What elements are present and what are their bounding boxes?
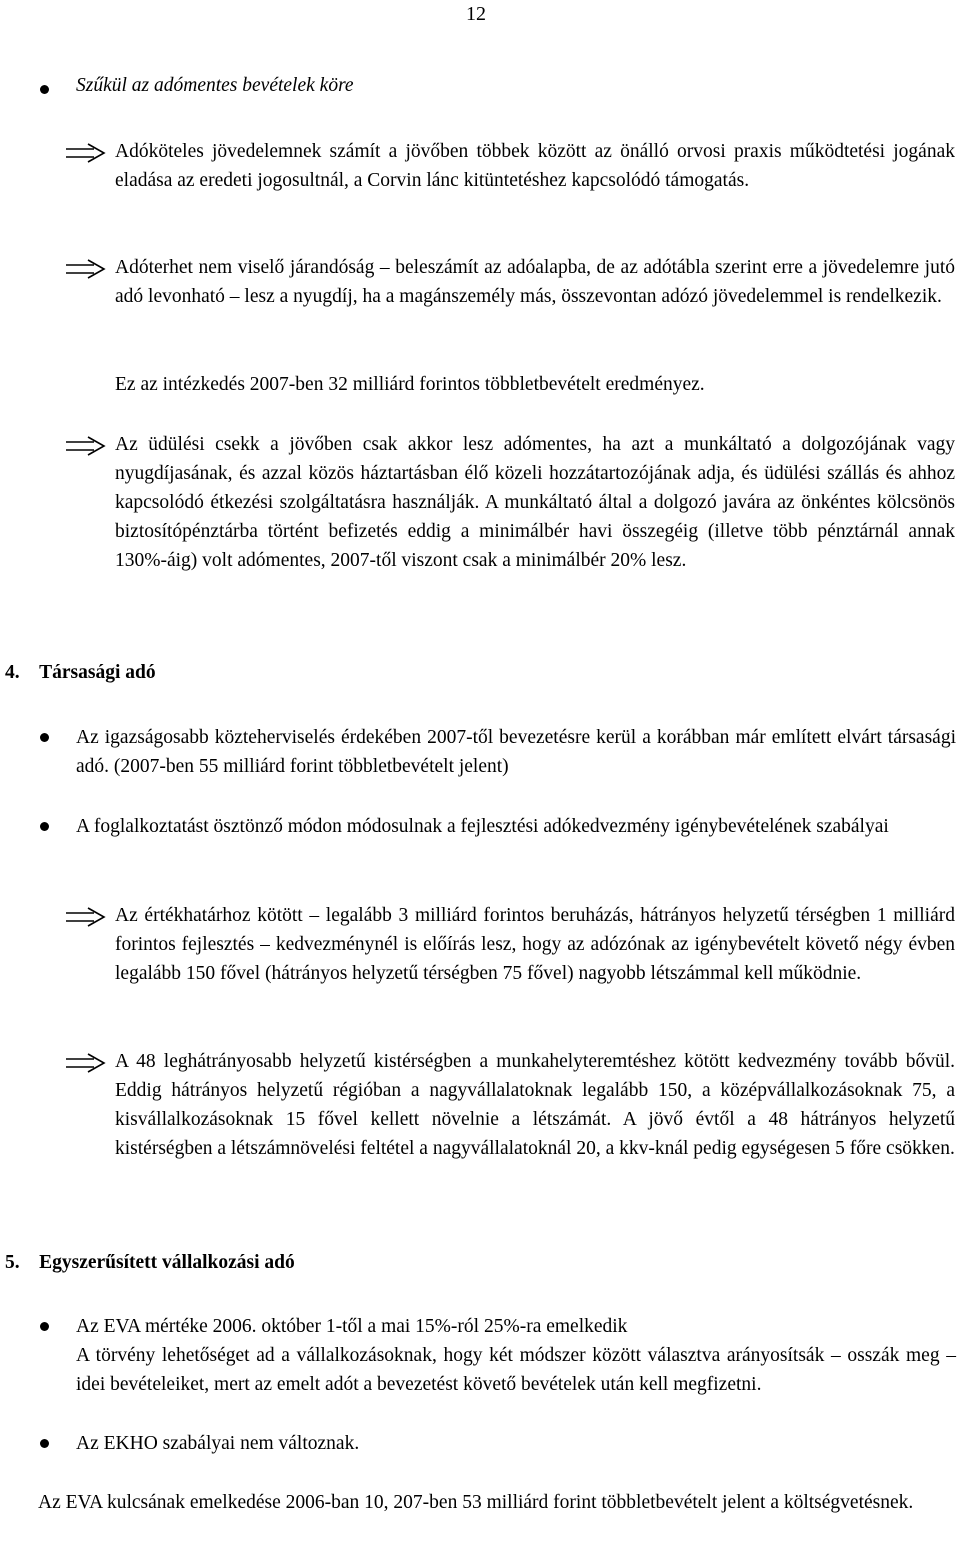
closing-paragraph: Az EVA kulcsának emelkedése 2006-ban 10, 207-ben 53 milliárd forint többletbevételt jelent a költségvetésnek. — [38, 1492, 914, 1513]
bullet-dot — [40, 85, 49, 94]
bullet-dot — [40, 822, 49, 831]
implies-arrow-icon — [64, 141, 108, 165]
bullet-dot — [40, 1322, 49, 1331]
bullet-dot — [40, 733, 49, 742]
bullet-dot — [40, 1439, 49, 1448]
implies-arrow-icon — [64, 434, 108, 458]
section-heading: 5. Egyszerűsített vállalkozási adó — [5, 1252, 295, 1273]
bullet-continuation: A törvény lehetőséget ad a vállalkozásoknak, hogy két módszer között választva arányosítsák – osszák meg – idei bevételeiket, mert az emelt adót a bevezetést követő bevételek után kell megfizetni. — [76, 1345, 956, 1395]
point-paragraph: Az üdülési csekk a jövőben csak akkor lesz adómentes, ha azt a munkáltató a dolgozójának vagy nyugdíjasának, és azzal közös háztartásban élő közeli hozzátartozójának adja, és üdülési szállás és ahhoz kapcsolódó étkezési szolgáltatásra használják. A munkáltató által a dolgozó javára az önkéntes kölcsönös biztosítópénztárba történt befizetés eddig a minimálbér havi összegéig (illetve több pénztárnál annak 130%-áig) volt adómentes, 2007-től viszont csak a minimálbér 20% lesz. — [115, 434, 955, 571]
point-paragraph: Adóköteles jövedelemnek számít a jövőben többek között az önálló orvosi praxis működtetési jogának eladása az eredeti jogosultnál, a Corvin lánc kitüntetéshez kapcsolódó támogatás. — [115, 141, 955, 191]
subsection-title: Szűkül az adómentes bevételek köre — [76, 75, 354, 96]
implies-arrow-icon — [64, 1051, 108, 1075]
section-heading: 4. Társasági adó — [5, 662, 156, 683]
bullet-paragraph: Az EVA mértéke 2006. október 1-től a mai 15%-ról 25%-ra emelkedik — [76, 1316, 628, 1337]
bullet-paragraph: A foglalkoztatást ösztönző módon módosulnak a fejlesztési adókedvezmény igénybevételének szabályai — [76, 816, 889, 837]
implies-arrow-icon — [64, 905, 108, 929]
page-number: 12 — [466, 3, 486, 25]
point-paragraph: Az értékhatárhoz kötött – legalább 3 milliárd forintos beruházás, hátrányos helyzetű térségben 1 milliárd forintos fejlesztés – kedvezménynél is előírás lesz, hogy az adózónak az igénybevételt követő négy évben legalább 150 fővel (hátrányos helyzetű térségben 75 fővel) nagyobb létszámmal kell működnie. — [115, 905, 955, 984]
point-paragraph: A 48 leghátrányosabb helyzetű kistérségben a munkahelyteremtéshez kötött kedvezmény tovább bővül. Eddig hátrányos helyzetű régióban a nagyvállalatoknak legalább 150, a középvállalkozásoknak 75, a kisvállalkozásoknak 15 fővel kellett növelnie a létszámát. A jövő évtől a 48 hátrányos helyzetű kistérségben a létszámnövelési feltétel a nagyvállalatoknál 20, a kkv-knál pedig egységesen 5 főre csökken. — [115, 1051, 955, 1159]
bullet-paragraph: Az EKHO szabályai nem változnak. — [76, 1433, 360, 1454]
point-paragraph: Adóterhet nem viselő járandóság – beleszámít az adóalapba, de az adótábla szerint erre a jövedelemre jutó adó levonható – lesz a nyugdíj, ha a magánszemély más, összevontan adózó jövedelemmel is rendelkezik. — [115, 257, 955, 307]
revenue-note: Ez az intézkedés 2007-ben 32 milliárd forintos többletbevételt eredményez. — [115, 374, 705, 395]
implies-arrow-icon — [64, 257, 108, 281]
bullet-paragraph: Az igazságosabb közteherviselés érdekében 2007-től bevezetésre kerül a korábban már említett elvárt társasági adó. (2007-ben 55 milliárd forint többletbevételt jelent) — [76, 727, 956, 777]
